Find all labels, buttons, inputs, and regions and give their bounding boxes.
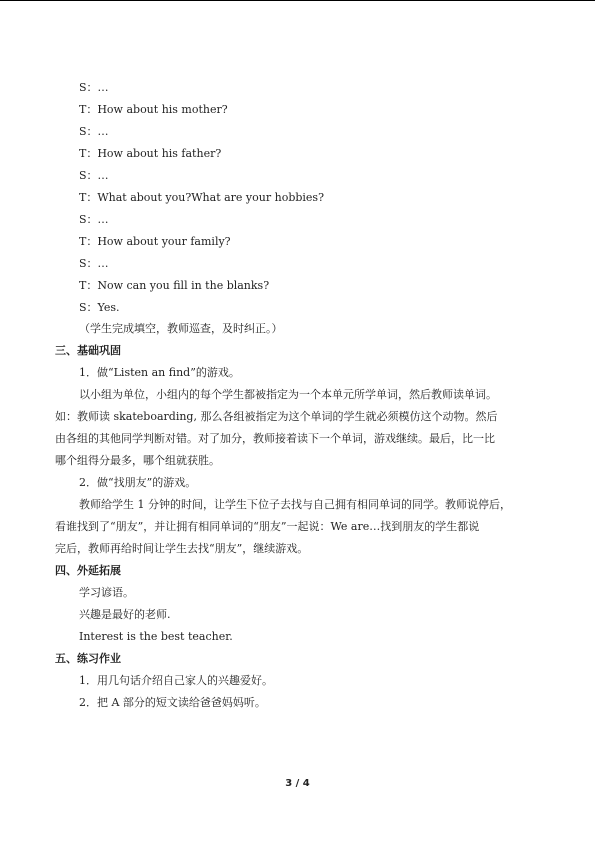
dialogue-line: T：What about you?What are your hobbies? <box>79 191 324 204</box>
paragraph-line: 2．把 A 部分的短文读给爸爸妈妈听。 <box>79 696 266 709</box>
section-heading: 三、基础巩固 <box>55 344 121 357</box>
paragraph-line: 如：教师读 skateboarding, 那么各组被指定为这个单词的学生就必须模仿这个动物。然后 <box>55 410 498 423</box>
paragraph-line: 由各组的其他同学判断对错。对了加分，教师接着读下一个单词，游戏继续。最后，比一比 <box>55 432 495 445</box>
dialogue-line: S：… <box>79 213 109 226</box>
page-number: 3 / 4 <box>285 778 310 789</box>
section-heading: 五、练习作业 <box>55 652 121 665</box>
paragraph-line: 以小组为单位，小组内的每个学生都被指定为一个本单元所学单词，然后教师读单词。 <box>79 388 497 401</box>
paragraph-line: Interest is the best teacher. <box>79 630 233 643</box>
paragraph-line: 完后，教师再给时间让学生去找“朋友”，继续游戏。 <box>55 542 309 555</box>
dialogue-line: S：… <box>79 169 109 182</box>
dialogue-line: T：Now can you fill in the blanks? <box>79 279 270 292</box>
dialogue-line: T：How about his father? <box>79 147 222 160</box>
paragraph-line: 1．用几句话介绍自己家人的兴趣爱好。 <box>79 674 273 687</box>
paragraph-line: 1．做“Listen an find”的游戏。 <box>79 366 240 379</box>
dialogue-line: T：How about his mother? <box>79 103 228 116</box>
dialogue-line: S：Yes. <box>79 301 120 314</box>
paragraph-line: 学习谚语。 <box>79 586 134 599</box>
paragraph-line: 兴趣是最好的老师. <box>79 608 171 621</box>
paragraph-line: 哪个组得分最多，哪个组就获胜。 <box>55 454 220 467</box>
header-rule <box>0 0 595 1</box>
dialogue-line: S：… <box>79 81 109 94</box>
section-heading: 四、外延拓展 <box>55 564 121 577</box>
dialogue-line: T：How about your family? <box>79 235 231 248</box>
paragraph-line: 看谁找到了“朋友”，并让拥有相同单词的“朋友”一起说：We are…找到朋友的学生都说 <box>55 520 480 533</box>
dialogue-note: （学生完成填空，教师巡查，及时纠正。） <box>79 322 283 335</box>
dialogue-line: S：… <box>79 257 109 270</box>
dialogue-line: S：… <box>79 125 109 138</box>
paragraph-line: 教师给学生 1 分钟的时间，让学生下位子去找与自己拥有相同单词的同学。教师说停后， <box>79 498 511 511</box>
paragraph-line: 2．做“找朋友”的游戏。 <box>79 476 197 489</box>
